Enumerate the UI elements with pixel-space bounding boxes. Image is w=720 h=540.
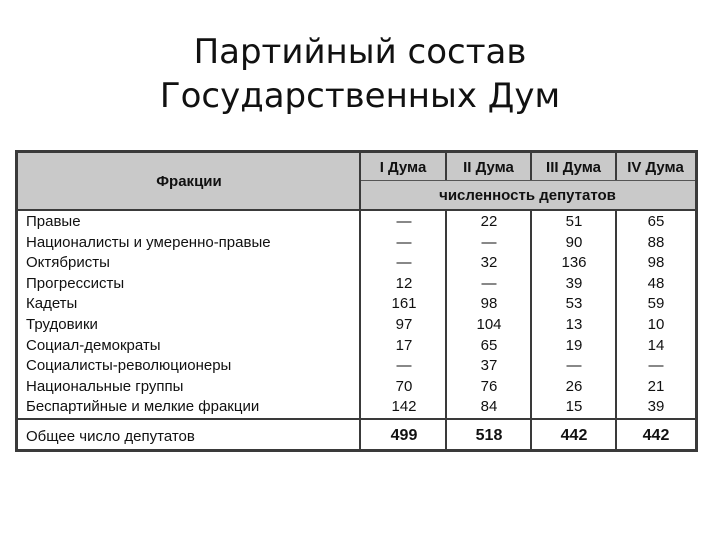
cell-duma-1: — (396, 254, 412, 272)
faction-name: Беспартийные и мелкие фракции (26, 398, 260, 416)
cell-duma-4: 88 (647, 233, 665, 251)
cell-duma-1: 97 (395, 316, 413, 333)
title-line-2: Государственных Дум (159, 76, 561, 116)
header-duma-4-label: IV Дума (627, 158, 684, 176)
cell-duma-3: 15 (565, 398, 583, 416)
header-subheader-label: численность депутатов (439, 186, 616, 204)
column-rule-3-head (530, 153, 532, 180)
header-factions-label: Фракции (156, 172, 222, 190)
cell-duma-4: 98 (647, 254, 665, 272)
cell-duma-2: 98 (480, 295, 498, 313)
title-line-1: Партийный состав (193, 32, 527, 72)
total-duma-2: 518 (475, 427, 503, 444)
cell-duma-3: 13 (565, 316, 583, 333)
faction-name: Октябристы (26, 254, 110, 272)
cell-duma-4: 65 (647, 213, 665, 230)
total-duma-4: 442 (642, 427, 670, 444)
cell-duma-4: — (648, 357, 664, 375)
header-subheader (360, 181, 695, 209)
header-duma-4 (616, 153, 695, 181)
cell-duma-1: — (396, 357, 412, 375)
cell-duma-3: 136 (561, 254, 587, 272)
cell-duma-4: 21 (647, 377, 665, 395)
cell-duma-1: 161 (391, 295, 417, 313)
column-rule-2 (445, 209, 447, 449)
faction-name: Национальные группы (26, 377, 184, 395)
faction-name: Прогрессисты (26, 274, 125, 292)
header-factions (18, 153, 360, 209)
cell-duma-2: 84 (480, 398, 498, 416)
header-mid-rule (360, 180, 695, 181)
cell-duma-3: 90 (565, 233, 583, 251)
cell-duma-3: 39 (565, 274, 583, 292)
cell-duma-2: 76 (480, 377, 498, 395)
column-rule-3 (530, 209, 532, 449)
cell-duma-1: — (396, 233, 412, 251)
column-rule-4 (615, 209, 617, 449)
header-duma-3 (531, 153, 616, 181)
cell-duma-3: 26 (565, 377, 583, 395)
cell-duma-2: — (481, 233, 497, 251)
cell-duma-4: 10 (647, 316, 665, 333)
cell-duma-1: 70 (395, 377, 413, 395)
cell-duma-2: 65 (480, 336, 498, 354)
duma-composition-table (15, 150, 698, 452)
faction-name: Социалисты-революционеры (26, 357, 232, 375)
faction-name: Кадеты (26, 295, 78, 313)
faction-name: Трудовики (26, 316, 98, 333)
cell-duma-2: 32 (480, 254, 498, 272)
header-duma-1-label: I Дума (379, 158, 427, 176)
total-duma-3: 442 (560, 427, 588, 444)
total-top-rule (18, 418, 695, 420)
cell-duma-4: 39 (647, 398, 665, 416)
cell-duma-2: — (481, 274, 497, 292)
cell-duma-1: — (396, 213, 412, 230)
faction-name: Националисты и умеренно-правые (26, 233, 271, 251)
slide-title (0, 30, 720, 118)
cell-duma-2: 104 (476, 316, 502, 333)
header-duma-3-label: III Дума (546, 158, 601, 176)
header-bottom-rule (18, 209, 695, 211)
cell-duma-3: — (566, 357, 582, 375)
cell-duma-1: 142 (391, 398, 417, 416)
total-duma-1: 499 (390, 427, 418, 444)
cell-duma-4: 48 (647, 274, 665, 292)
column-rule-2-head (445, 153, 447, 180)
cell-duma-3: 53 (565, 295, 583, 313)
cell-duma-4: 59 (647, 295, 665, 313)
column-rule-1 (359, 153, 361, 449)
header-duma-2-label: II Дума (463, 158, 514, 176)
cell-duma-1: 17 (395, 336, 413, 354)
total-label: Общее число депутатов (26, 428, 195, 445)
cell-duma-4: 14 (647, 336, 665, 354)
cell-duma-1: 12 (395, 274, 413, 292)
cell-duma-3: 19 (565, 336, 583, 354)
cell-duma-3: 51 (565, 213, 583, 230)
faction-name: Социал-демократы (26, 336, 161, 354)
header-duma-2 (446, 153, 531, 181)
cell-duma-2: 37 (480, 357, 498, 375)
header-duma-1 (360, 153, 446, 181)
faction-name: Правые (26, 213, 81, 230)
cell-duma-2: 22 (480, 213, 498, 230)
column-rule-4-head (615, 153, 617, 180)
